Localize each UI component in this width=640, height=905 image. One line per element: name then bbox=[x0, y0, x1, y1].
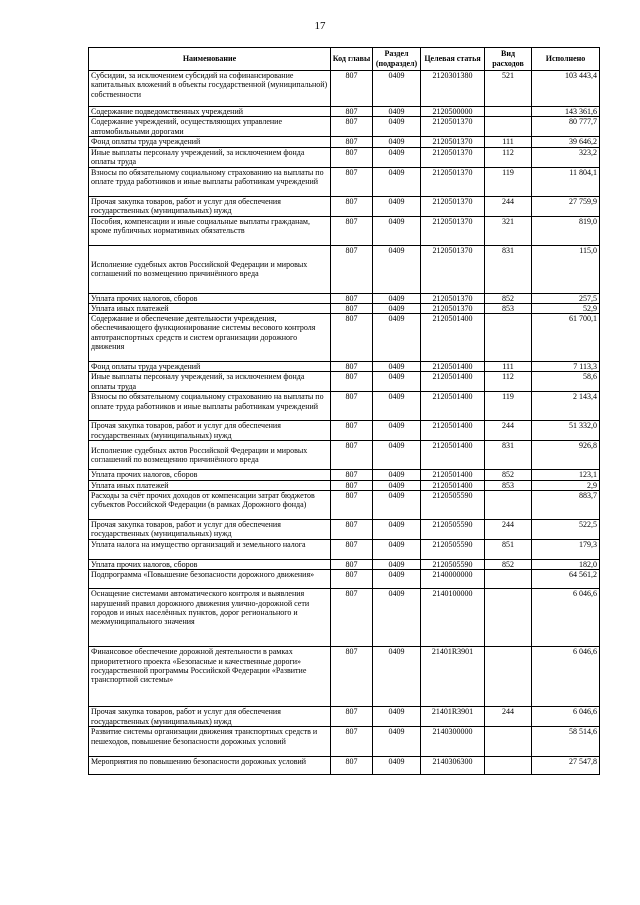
header-chapter-code: Код главы bbox=[331, 48, 373, 71]
cell-target-article: 2120501370 bbox=[421, 117, 485, 137]
cell-name: Содержание и обеспечение деятельности учреждения, обеспечивающего функционирование системы весового контроля автотранспортных средств и систем организации дорожного движения bbox=[89, 314, 331, 362]
table-row bbox=[89, 470, 600, 480]
cell-target-article: 2120501370 bbox=[421, 216, 485, 245]
cell-target-article: 2120501370 bbox=[421, 147, 485, 167]
cell-name: Содержание подведомственных учреждений bbox=[89, 107, 331, 117]
cell-name: Уплата прочих налогов, сборов bbox=[89, 560, 331, 570]
table-row bbox=[89, 480, 600, 490]
cell-expense-type bbox=[485, 647, 532, 707]
table-row bbox=[89, 757, 600, 775]
cell-chapter-code: 807 bbox=[331, 727, 373, 757]
cell-chapter-code: 807 bbox=[331, 560, 373, 570]
cell-chapter-code: 807 bbox=[331, 372, 373, 392]
cell-target-article: 2140000000 bbox=[421, 570, 485, 589]
cell-executed: 182,0 bbox=[532, 560, 600, 570]
cell-expense-type: 831 bbox=[485, 245, 532, 293]
cell-expense-type: 111 bbox=[485, 362, 532, 372]
cell-executed: 51 332,0 bbox=[532, 421, 600, 441]
cell-expense-type: 852 bbox=[485, 293, 532, 303]
table-row bbox=[89, 216, 600, 245]
cell-name: Финансовое обеспечение дорожной деятельности в рамках приоритетного проекта «Безопасные и качественные дороги» государственной программы Российской Федерации «Развитие транспортной системы» bbox=[89, 647, 331, 707]
cell-name: Иные выплаты персоналу учреждений, за исключением фонда оплаты труда bbox=[89, 147, 331, 167]
cell-target-article: 2120505590 bbox=[421, 520, 485, 540]
cell-chapter-code: 807 bbox=[331, 147, 373, 167]
table-row bbox=[89, 560, 600, 570]
cell-target-article: 2120505590 bbox=[421, 491, 485, 520]
cell-chapter-code: 807 bbox=[331, 293, 373, 303]
cell-target-article: 2140300000 bbox=[421, 727, 485, 757]
cell-section: 0409 bbox=[373, 167, 421, 196]
cell-expense-type bbox=[485, 570, 532, 589]
table-row bbox=[89, 137, 600, 147]
cell-target-article: 2120501370 bbox=[421, 245, 485, 293]
cell-chapter-code: 807 bbox=[331, 303, 373, 313]
table-row bbox=[89, 167, 600, 196]
cell-executed: 52,9 bbox=[532, 303, 600, 313]
cell-chapter-code: 807 bbox=[331, 520, 373, 540]
cell-expense-type bbox=[485, 589, 532, 647]
cell-expense-type: 521 bbox=[485, 71, 532, 107]
cell-executed: 522,5 bbox=[532, 520, 600, 540]
cell-name: Иные выплаты персоналу учреждений, за исключением фонда оплаты труда bbox=[89, 372, 331, 392]
cell-name: Прочая закупка товаров, работ и услуг для обеспечения государственных (муниципальных) нужд bbox=[89, 520, 331, 540]
cell-expense-type: 853 bbox=[485, 303, 532, 313]
cell-section: 0409 bbox=[373, 245, 421, 293]
table-row bbox=[89, 147, 600, 167]
cell-name: Взносы по обязательному социальному страхованию на выплаты по оплате труда работников и иные выплаты работникам учреждений bbox=[89, 392, 331, 421]
cell-section: 0409 bbox=[373, 303, 421, 313]
cell-chapter-code: 807 bbox=[331, 245, 373, 293]
cell-expense-type: 111 bbox=[485, 137, 532, 147]
cell-chapter-code: 807 bbox=[331, 216, 373, 245]
cell-chapter-code: 807 bbox=[331, 362, 373, 372]
cell-chapter-code: 807 bbox=[331, 421, 373, 441]
cell-expense-type: 112 bbox=[485, 147, 532, 167]
cell-name: Уплата прочих налогов, сборов bbox=[89, 293, 331, 303]
cell-target-article: 21401R3901 bbox=[421, 707, 485, 727]
cell-section: 0409 bbox=[373, 470, 421, 480]
cell-target-article: 2120501370 bbox=[421, 303, 485, 313]
cell-chapter-code: 807 bbox=[331, 570, 373, 589]
cell-expense-type bbox=[485, 314, 532, 362]
table-row bbox=[89, 71, 600, 107]
header-section: Раздел (подраздел) bbox=[373, 48, 421, 71]
cell-executed: 179,3 bbox=[532, 540, 600, 560]
cell-name: Исполнение судебных актов Российской Федерации и мировых соглашений по возмещению причинённого вреда bbox=[89, 245, 331, 293]
cell-executed: 926,8 bbox=[532, 441, 600, 470]
cell-section: 0409 bbox=[373, 727, 421, 757]
cell-expense-type: 853 bbox=[485, 480, 532, 490]
table-row bbox=[89, 107, 600, 117]
cell-chapter-code: 807 bbox=[331, 107, 373, 117]
cell-name: Прочая закупка товаров, работ и услуг для обеспечения государственных (муниципальных) нужд bbox=[89, 421, 331, 441]
cell-name: Прочая закупка товаров, работ и услуг для обеспечения государственных (муниципальных) нужд bbox=[89, 707, 331, 727]
cell-executed: 2 143,4 bbox=[532, 392, 600, 421]
cell-expense-type: 851 bbox=[485, 540, 532, 560]
cell-section: 0409 bbox=[373, 647, 421, 707]
table-row bbox=[89, 314, 600, 362]
cell-target-article: 2120505590 bbox=[421, 540, 485, 560]
cell-name: Фонд оплаты труда учреждений bbox=[89, 362, 331, 372]
cell-executed: 39 646,2 bbox=[532, 137, 600, 147]
cell-executed: 323,2 bbox=[532, 147, 600, 167]
cell-target-article: 2120501400 bbox=[421, 470, 485, 480]
cell-chapter-code: 807 bbox=[331, 757, 373, 775]
table-header-row bbox=[89, 48, 600, 71]
cell-executed: 883,7 bbox=[532, 491, 600, 520]
cell-section: 0409 bbox=[373, 480, 421, 490]
cell-chapter-code: 807 bbox=[331, 392, 373, 421]
table-row bbox=[89, 727, 600, 757]
cell-target-article: 2120501400 bbox=[421, 362, 485, 372]
cell-target-article: 21401R3901 bbox=[421, 647, 485, 707]
table-row bbox=[89, 245, 600, 293]
cell-expense-type: 852 bbox=[485, 470, 532, 480]
cell-expense-type bbox=[485, 757, 532, 775]
cell-name: Взносы по обязательному социальному страхованию на выплаты по оплате труда работников и иные выплаты работникам учреждений bbox=[89, 167, 331, 196]
cell-target-article: 2120501370 bbox=[421, 293, 485, 303]
cell-name: Фонд оплаты труда учреждений bbox=[89, 137, 331, 147]
cell-target-article: 2120501400 bbox=[421, 314, 485, 362]
cell-section: 0409 bbox=[373, 137, 421, 147]
cell-expense-type: 852 bbox=[485, 560, 532, 570]
cell-target-article: 2120501370 bbox=[421, 137, 485, 147]
table-row bbox=[89, 392, 600, 421]
page-number: 17 bbox=[314, 20, 326, 32]
table-row bbox=[89, 520, 600, 540]
cell-name: Уплата иных платежей bbox=[89, 303, 331, 313]
cell-section: 0409 bbox=[373, 560, 421, 570]
cell-expense-type bbox=[485, 727, 532, 757]
cell-section: 0409 bbox=[373, 362, 421, 372]
table-body bbox=[89, 71, 600, 775]
cell-chapter-code: 807 bbox=[331, 196, 373, 216]
table-row bbox=[89, 303, 600, 313]
cell-section: 0409 bbox=[373, 441, 421, 470]
cell-executed: 58 514,6 bbox=[532, 727, 600, 757]
cell-executed: 257,5 bbox=[532, 293, 600, 303]
cell-name: Прочая закупка товаров, работ и услуг для обеспечения государственных (муниципальных) нужд bbox=[89, 196, 331, 216]
cell-section: 0409 bbox=[373, 520, 421, 540]
cell-executed: 115,0 bbox=[532, 245, 600, 293]
cell-chapter-code: 807 bbox=[331, 707, 373, 727]
table-row bbox=[89, 117, 600, 137]
cell-chapter-code: 807 bbox=[331, 540, 373, 560]
cell-executed: 27 759,9 bbox=[532, 196, 600, 216]
cell-expense-type: 119 bbox=[485, 392, 532, 421]
cell-target-article: 2120501400 bbox=[421, 480, 485, 490]
cell-expense-type: 831 bbox=[485, 441, 532, 470]
table-row bbox=[89, 491, 600, 520]
cell-section: 0409 bbox=[373, 216, 421, 245]
table-row bbox=[89, 441, 600, 470]
table-row bbox=[89, 196, 600, 216]
cell-executed: 64 561,2 bbox=[532, 570, 600, 589]
cell-name: Субсидии, за исключением субсидий на софинансирование капитальных вложений в объекты государственной (муниципальной) собственности bbox=[89, 71, 331, 107]
cell-executed: 143 361,6 bbox=[532, 107, 600, 117]
cell-chapter-code: 807 bbox=[331, 441, 373, 470]
cell-target-article: 2140100000 bbox=[421, 589, 485, 647]
cell-name: Уплата налога на имущество организаций и земельного налога bbox=[89, 540, 331, 560]
cell-name: Мероприятия по повышению безопасности дорожных условий bbox=[89, 757, 331, 775]
cell-chapter-code: 807 bbox=[331, 589, 373, 647]
cell-name: Содержание учреждений, осуществляющих управление автомобильными дорогами bbox=[89, 117, 331, 137]
cell-executed: 123,1 bbox=[532, 470, 600, 480]
cell-executed: 80 777,7 bbox=[532, 117, 600, 137]
table-row bbox=[89, 421, 600, 441]
cell-target-article: 2120501400 bbox=[421, 441, 485, 470]
cell-name: Исполнение судебных актов Российской Федерации и мировых соглашений по возмещению причинённого вреда bbox=[89, 441, 331, 470]
cell-chapter-code: 807 bbox=[331, 647, 373, 707]
cell-expense-type: 119 bbox=[485, 167, 532, 196]
cell-target-article: 2120505590 bbox=[421, 560, 485, 570]
cell-executed: 2,9 bbox=[532, 480, 600, 490]
cell-target-article: 2120500000 bbox=[421, 107, 485, 117]
cell-section: 0409 bbox=[373, 71, 421, 107]
cell-section: 0409 bbox=[373, 540, 421, 560]
cell-chapter-code: 807 bbox=[331, 480, 373, 490]
header-executed: Исполнено bbox=[532, 48, 600, 71]
table-row bbox=[89, 589, 600, 647]
cell-section: 0409 bbox=[373, 196, 421, 216]
table-row bbox=[89, 540, 600, 560]
cell-name: Расходы за счёт прочих доходов от компенсации затрат бюджетов субъектов Российской Федерации (в рамках Дорожного фонда) bbox=[89, 491, 331, 520]
cell-section: 0409 bbox=[373, 117, 421, 137]
cell-chapter-code: 807 bbox=[331, 167, 373, 196]
cell-chapter-code: 807 bbox=[331, 491, 373, 520]
cell-executed: 103 443,4 bbox=[532, 71, 600, 107]
cell-target-article: 2120501400 bbox=[421, 372, 485, 392]
cell-section: 0409 bbox=[373, 107, 421, 117]
cell-section: 0409 bbox=[373, 314, 421, 362]
cell-expense-type bbox=[485, 491, 532, 520]
cell-section: 0409 bbox=[373, 147, 421, 167]
cell-name: Подпрограмма «Повышение безопасности дорожного движения» bbox=[89, 570, 331, 589]
table-row bbox=[89, 293, 600, 303]
header-name: Наименование bbox=[89, 48, 331, 71]
cell-expense-type bbox=[485, 107, 532, 117]
cell-executed: 58,6 bbox=[532, 372, 600, 392]
table-row bbox=[89, 647, 600, 707]
cell-executed: 11 804,1 bbox=[532, 167, 600, 196]
cell-chapter-code: 807 bbox=[331, 117, 373, 137]
cell-expense-type: 244 bbox=[485, 421, 532, 441]
cell-executed: 6 046,6 bbox=[532, 647, 600, 707]
cell-target-article: 2120501370 bbox=[421, 167, 485, 196]
cell-section: 0409 bbox=[373, 757, 421, 775]
cell-target-article: 2120501370 bbox=[421, 196, 485, 216]
cell-executed: 6 046,6 bbox=[532, 707, 600, 727]
cell-name: Развитие системы организации движения транспортных средств и пешеходов, повышение безопасности дорожных условий bbox=[89, 727, 331, 757]
cell-expense-type: 321 bbox=[485, 216, 532, 245]
table-row bbox=[89, 362, 600, 372]
header-expense-type: Вид расходов bbox=[485, 48, 532, 71]
cell-section: 0409 bbox=[373, 707, 421, 727]
header-target-article: Целевая статья bbox=[421, 48, 485, 71]
cell-name: Уплата прочих налогов, сборов bbox=[89, 470, 331, 480]
cell-section: 0409 bbox=[373, 491, 421, 520]
cell-target-article: 2120501400 bbox=[421, 421, 485, 441]
cell-expense-type: 244 bbox=[485, 707, 532, 727]
cell-executed: 6 046,6 bbox=[532, 589, 600, 647]
cell-section: 0409 bbox=[373, 421, 421, 441]
cell-section: 0409 bbox=[373, 392, 421, 421]
table-row bbox=[89, 707, 600, 727]
cell-expense-type: 244 bbox=[485, 196, 532, 216]
cell-executed: 819,0 bbox=[532, 216, 600, 245]
cell-target-article: 2140306300 bbox=[421, 757, 485, 775]
cell-expense-type: 112 bbox=[485, 372, 532, 392]
cell-chapter-code: 807 bbox=[331, 314, 373, 362]
cell-name: Оснащение системами автоматического контроля и выявления нарушений правил дорожного движения улично-дорожной сети городов и иных населённых пунктов, дорог регионального и межмуниципального значения bbox=[89, 589, 331, 647]
cell-name: Уплата иных платежей bbox=[89, 480, 331, 490]
cell-chapter-code: 807 bbox=[331, 71, 373, 107]
cell-name: Пособия, компенсации и иные социальные выплаты гражданам, кроме публичных нормативных обязательств bbox=[89, 216, 331, 245]
cell-expense-type bbox=[485, 117, 532, 137]
table-row bbox=[89, 570, 600, 589]
cell-executed: 61 700,1 bbox=[532, 314, 600, 362]
budget-execution-table bbox=[88, 47, 600, 775]
cell-section: 0409 bbox=[373, 293, 421, 303]
cell-chapter-code: 807 bbox=[331, 137, 373, 147]
table-row bbox=[89, 372, 600, 392]
cell-section: 0409 bbox=[373, 570, 421, 589]
cell-executed: 7 113,3 bbox=[532, 362, 600, 372]
cell-section: 0409 bbox=[373, 372, 421, 392]
cell-chapter-code: 807 bbox=[331, 470, 373, 480]
cell-section: 0409 bbox=[373, 589, 421, 647]
cell-target-article: 2120501400 bbox=[421, 392, 485, 421]
cell-target-article: 2120301380 bbox=[421, 71, 485, 107]
cell-executed: 27 547,8 bbox=[532, 757, 600, 775]
cell-expense-type: 244 bbox=[485, 520, 532, 540]
